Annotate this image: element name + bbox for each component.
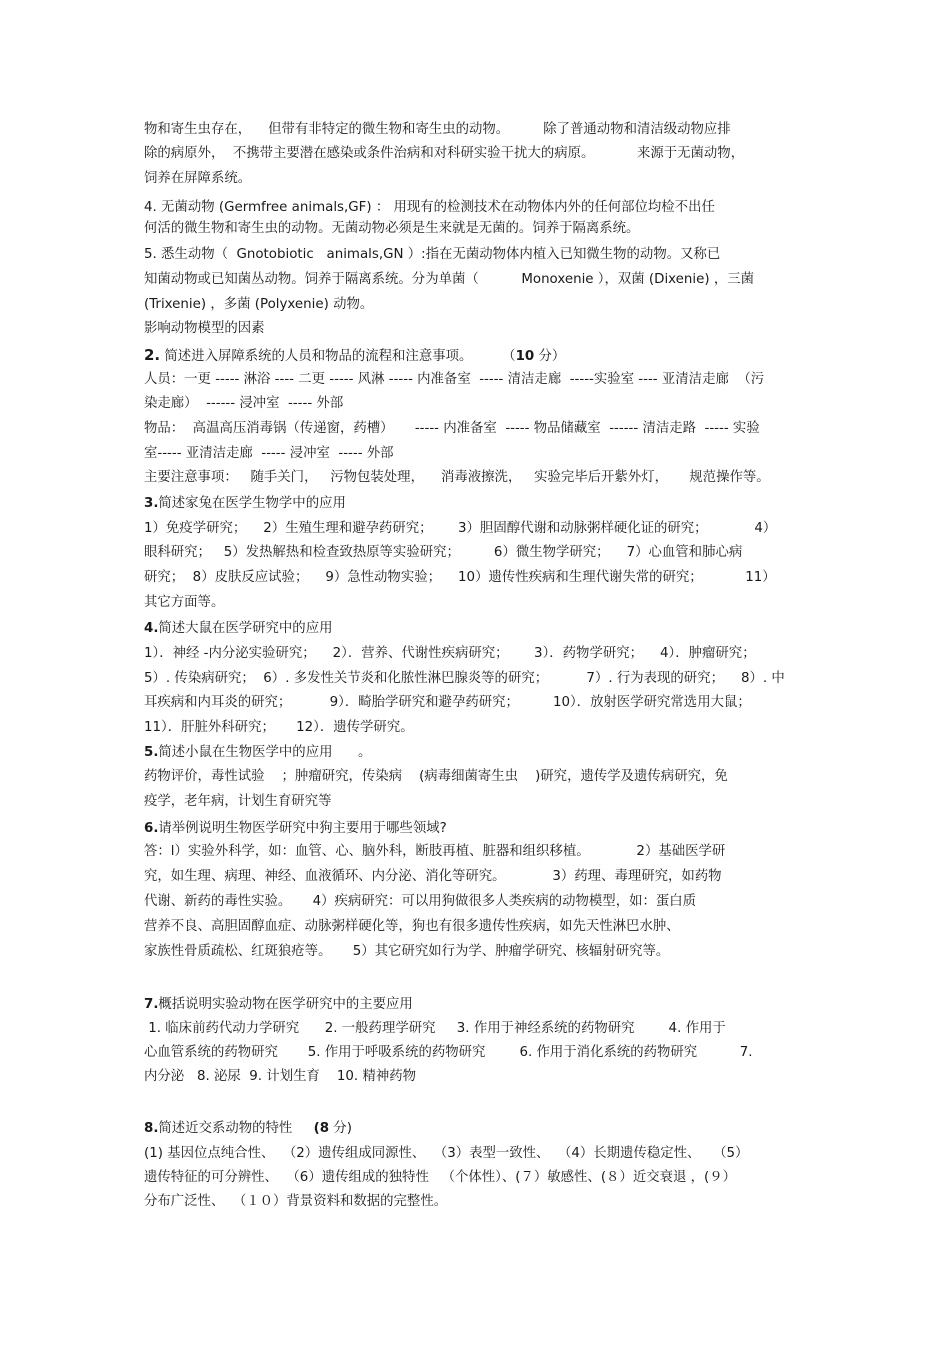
text-line: 遗传特征的可分辨性、 （6）遗传组成的独特性 （个体性）、(７）敏感性、(８）近交衰退 ，(９） bbox=[144, 1170, 737, 1185]
text-line: 11）．肝脏外科研究； 12）．遗传学研究。 bbox=[144, 720, 414, 735]
text-line: 物品： 高温高压消毒锅（传递窗，药槽） ----- 内准备室 ----- 物品储藏室 ------ 清洁走路 ----- 实验 bbox=[144, 421, 760, 436]
score: (8 bbox=[313, 1121, 330, 1136]
section-heading: 影响动物模型的因素 bbox=[144, 321, 265, 336]
text-line: 答：l）实验外科学，如：血管、心、脑外科，断肢再植、脏器和组织移植。 2）基础医学研 bbox=[144, 844, 726, 859]
text-line: 药物评价，毒性试验 ；肿瘤研究，传染病 (病毒细菌寄生虫 )研究，遗传学及遗传病研究，免 bbox=[144, 769, 728, 784]
text-line: 知菌动物或已知菌丛动物。饲养于隔离系统。分为单菌（ Monoxenie ），双菌 (Dixenie) ，三菌 bbox=[144, 272, 755, 287]
question-4-heading bbox=[144, 620, 332, 638]
text-line: 眼科研究； 5）发热解热和检查致热原等实验研究； 6）微生物学研究； 7）心血管和肺心病 bbox=[144, 545, 743, 560]
text-line: 除的病原外， 不携带主要潜在感染或条件治病和对科研实验干扰大的病原。 来源于无菌动物， bbox=[144, 146, 745, 161]
score-unit: 分) bbox=[329, 1121, 352, 1136]
text-line: 人员：一更 ----- 淋浴 ---- 二更 ----- 风淋 ----- 内准备室 ----- 清洁走廊 -----实验室 ---- 亚清洁走廊 （污 bbox=[144, 372, 765, 387]
question-text: 简述家兔在医学生物学中的应用 bbox=[158, 496, 346, 511]
score: 10 bbox=[515, 349, 535, 364]
text-line: 何活的微生物和寄生虫的动物。无菌动物必须是生来就是无菌的。饲养于隔离系统。 bbox=[144, 221, 640, 236]
question-number: 6. bbox=[144, 821, 159, 836]
text-line: 饲养在屏障系统。 bbox=[144, 171, 252, 186]
question-8-heading bbox=[144, 1120, 352, 1138]
question-number: 4. bbox=[144, 621, 159, 636]
text-line: 研究； 8）皮肤反应试验； 9）急性动物实验； 10）遗传性疾病和生理代谢失常的研究； 11） bbox=[144, 570, 776, 585]
question-text: 概括说明实验动物在医学研究中的主要应用 bbox=[158, 997, 413, 1012]
question-number: 3. bbox=[144, 496, 159, 511]
text-line: 1）免疫学研究； 2）生殖生理和避孕药研究； 3）胆固醇代谢和动脉粥样硬化证的研究； 4） bbox=[144, 521, 777, 536]
question-text: 简述大鼠在医学研究中的应用 bbox=[158, 621, 333, 636]
text-line: 耳疾病和内耳炎的研究； 9）．畸胎学研究和避孕药研究； 10）．放射医学研究常选用大鼠； bbox=[144, 695, 751, 710]
question-number: 7. bbox=[144, 997, 159, 1012]
text-line: 室----- 亚清洁走廊 ----- 浸冲室 ----- 外部 bbox=[144, 446, 394, 461]
question-text: 简述小鼠在生物医学中的应用 。 bbox=[158, 745, 372, 760]
text-line: 5. 悉生动物（ Gnotobiotic animals,GN ）:指在无菌动物体内植入已知微生物的动物。又称已 bbox=[144, 247, 721, 262]
text-line: 染走廊） ------ 浸冲室 ----- 外部 bbox=[144, 396, 344, 411]
question-3-heading bbox=[144, 495, 346, 513]
text-line: 5）. 传染病研究； 6）. 多发性关节炎和化脓性淋巴腺炎等的研究； 7）. 行为表现的研究； 8）. 中 bbox=[144, 671, 785, 686]
text-line: 主要注意事项： 随手关门， 污物包装处理， 消毒液擦洗， 实验完毕后开紫外灯， 规范操作等。 bbox=[144, 470, 770, 485]
text-line: 4. 无菌动物 (Germfree animals,GF) ： 用现有的检测技术在动物体内外的任何部位均检不出任 bbox=[144, 200, 715, 215]
text-line: 1）．神经 -内分泌实验研究； 2）．营养、代谢性疾病研究； 3）．药物学研究； 4）．肿瘤研究； bbox=[144, 646, 756, 661]
question-5-heading bbox=[144, 744, 371, 762]
text-line: 其它方面等。 bbox=[144, 595, 225, 610]
question-number: 2. bbox=[144, 346, 161, 364]
score-unit: 分） bbox=[534, 349, 566, 364]
text-line: 究，如生理、病理、神经、血液循环、内分泌、消化等研究。 3）药理、毒理研究，如药物 bbox=[144, 869, 722, 884]
text-line: 分布广泛性、 （１０）背景资料和数据的完整性。 bbox=[144, 1194, 448, 1209]
text-line: (1) 基因位点纯合性、 （2）遗传组成同源性、 （3）表型一致性、 （4）长期遗传稳定性、 （5） bbox=[144, 1146, 749, 1161]
text-line: 内分泌 8. 泌尿 9. 计划生育 10. 精神药物 bbox=[144, 1069, 417, 1084]
text-line: 代谢、新药的毒性实验。 4）疾病研究：可以用狗做很多人类疾病的动物模型，如：蛋白质 bbox=[144, 894, 697, 909]
text-line: 营养不良、高胆固醇血症、动脉粥样硬化等，狗也有很多遗传性疾病，如先天性淋巴水肿、 bbox=[144, 919, 680, 934]
question-7-heading bbox=[144, 996, 413, 1014]
text-line: 疫学，老年病，计划生育研究等 bbox=[144, 794, 332, 809]
question-number: 5. bbox=[144, 745, 159, 760]
text-line: 物和寄生虫存在， 但带有非特定的微生物和寄生虫的动物。 除了普通动物和清洁级动物应排 bbox=[144, 122, 731, 137]
text-line: 家族性骨质疏松、红斑狼疮等。 5）其它研究如行为学、肿瘤学研究、核辐射研究等。 bbox=[144, 944, 670, 959]
text-line: 心血管系统的药物研究 5. 作用于呼吸系统的药物研究 6. 作用于消化系统的药物研究 7. bbox=[144, 1045, 753, 1060]
question-text: 简述近交系动物的特性 bbox=[158, 1121, 314, 1136]
question-text: 简述进入屏障系统的人员和物品的流程和注意事项。 （ bbox=[160, 349, 516, 364]
question-2-heading bbox=[144, 346, 565, 366]
question-number: 8. bbox=[144, 1121, 159, 1136]
text-line: 1. 临床前药代动力学研究 2. 一般药理学研究 3. 作用于神经系统的药物研究 4. 作用于 bbox=[144, 1021, 726, 1036]
text-line: (Trixenie) ，多菌 (Polyxenie) 动物。 bbox=[144, 297, 374, 312]
question-6-heading bbox=[144, 820, 447, 838]
question-text: 请举例说明生物医学研究中狗主要用于哪些领域? bbox=[158, 821, 447, 836]
